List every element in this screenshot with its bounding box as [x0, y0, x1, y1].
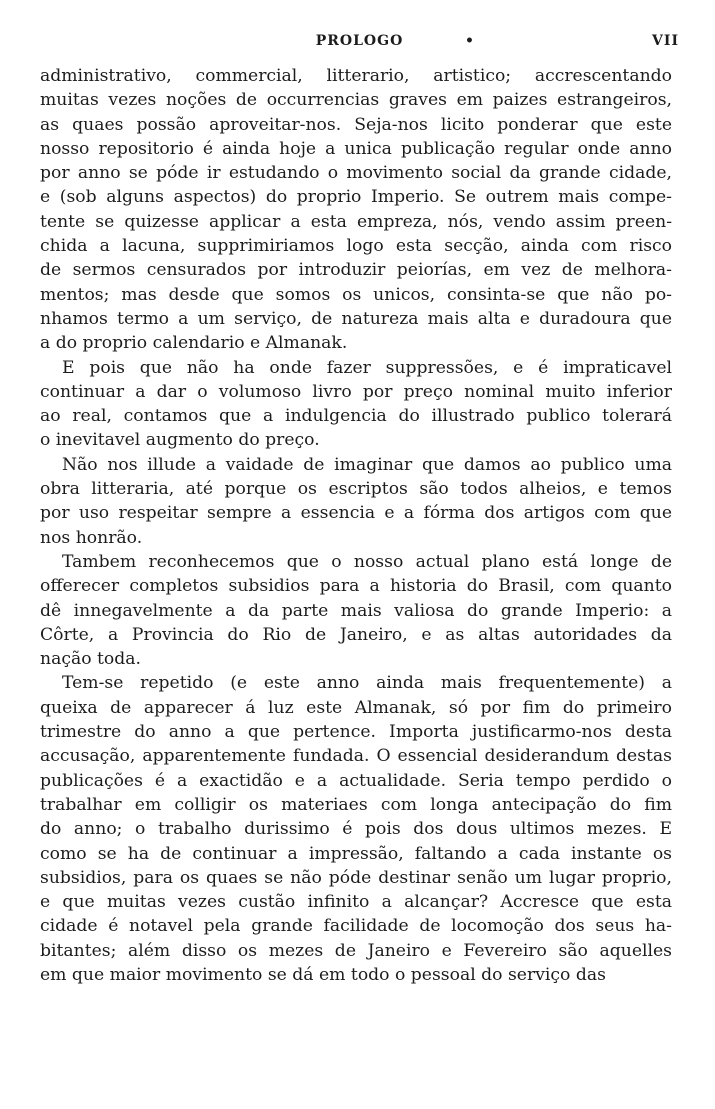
- text-line: de sermos censurados por introduzir peiorías, em vez de melhora-: [40, 260, 672, 281]
- text-line: do anno; o trabalho durissimo é pois dos dous ultimos mezes. E: [40, 819, 672, 840]
- text-line: tente se quizesse applicar a esta empreza, nós, vendo assim preen-: [40, 211, 672, 232]
- text-line: nação toda.: [40, 649, 141, 670]
- text-line: dê innegavelmente a da parte mais valiosa do grande Imperio: a: [40, 600, 672, 621]
- text-line: ao real, contamos que a indulgencia do illustrado publico tolerará: [40, 406, 672, 427]
- page-header: [40, 28, 679, 56]
- text-line: Tambem reconhecemos que o nosso actual plano está longe de: [62, 551, 672, 572]
- text-line: em que maior movimento se dá em todo o pessoal do serviço das: [40, 964, 606, 985]
- text-line: continuar a dar o volumoso livro por preço nominal muito inferior: [40, 381, 672, 402]
- text-line: por uso respeitar sempre a essencia e a fórma dos artigos com que: [40, 503, 672, 524]
- paragraph: [40, 453, 672, 550]
- text-line: Côrte, a Provincia do Rio de Janeiro, e as altas autoridades da: [40, 624, 672, 645]
- text-line: mentos; mas desde que somos os unicos, consinta-se que não po-: [40, 284, 672, 305]
- text-line: nosso repositorio é ainda hoje a unica publicação regular onde anno: [40, 138, 672, 159]
- paragraph: [40, 550, 672, 671]
- text-line: accusação, apparentemente fundada. O essencial desiderandum destas: [40, 746, 672, 767]
- header-bullet: •: [465, 33, 474, 49]
- page-number: VII: [652, 33, 679, 49]
- text-line: bitantes; além disso os mezes de Janeiro e Fevereiro são aquelles: [40, 940, 672, 961]
- paragraph: [40, 671, 672, 987]
- paragraph: [40, 64, 672, 356]
- text-line: cidade é notavel pela grande facilidade de locomoção dos seus ha-: [40, 916, 672, 937]
- body-text: [40, 64, 672, 987]
- text-line: por anno se póde ir estudando o movimento social da grande cidade,: [40, 163, 672, 184]
- text-line: muitas vezes noções de occurrencias graves em paizes estrangeiros,: [40, 90, 672, 111]
- text-line: nhamos termo a um serviço, de natureza mais alta e duradoura que: [40, 308, 672, 329]
- text-line: offerecer completos subsidios para a historia do Brasil, com quanto: [40, 576, 672, 597]
- text-line: chida a lacuna, supprimiriamos logo esta secção, ainda com risco: [40, 236, 672, 257]
- text-line: Não nos illude a vaidade de imaginar que damos ao publico uma: [62, 454, 672, 475]
- paragraph: [40, 356, 672, 453]
- text-line: o inevitavel augmento do preço.: [40, 430, 320, 451]
- text-line: E pois que não ha onde fazer suppressões, e é impraticavel: [62, 357, 672, 378]
- text-line: nos honrão.: [40, 527, 143, 548]
- text-line: obra litteraria, até porque os escriptos são todos alheios, e temos: [40, 479, 672, 500]
- text-line: e que muitas vezes custão infinito a alcançar? Accresce que esta: [40, 892, 672, 913]
- running-head: PROLOGO: [315, 33, 404, 49]
- text-line: administrativo, commercial, litterario, artistico; accrescentando: [40, 66, 672, 86]
- text-line: publicações é a exactidão e a actualidade. Seria tempo perdido o: [40, 770, 672, 791]
- text-line: Tem-se repetido (e este anno ainda mais frequentemente) a: [62, 673, 672, 694]
- text-line: trimestre do anno a que pertence. Importa justificarmo-nos desta: [40, 722, 672, 743]
- text-line: subsidios, para os quaes se não póde destinar senão um lugar proprio,: [40, 867, 672, 888]
- text-line: queixa de apparecer á luz este Almanak, só por fim do primeiro: [40, 697, 672, 718]
- text-line: as quaes possão aproveitar-nos. Seja-nos licito ponderar que este: [40, 114, 672, 135]
- text-line: como se ha de continuar a impressão, faltando a cada instante os: [40, 843, 672, 864]
- text-line: a do proprio calendario e Almanak.: [40, 333, 348, 354]
- text-line: trabalhar em colligir os materiaes com longa antecipação do fim: [40, 794, 672, 815]
- text-line: e (sob alguns aspectos) do proprio Imperio. Se outrem mais compe-: [40, 187, 672, 208]
